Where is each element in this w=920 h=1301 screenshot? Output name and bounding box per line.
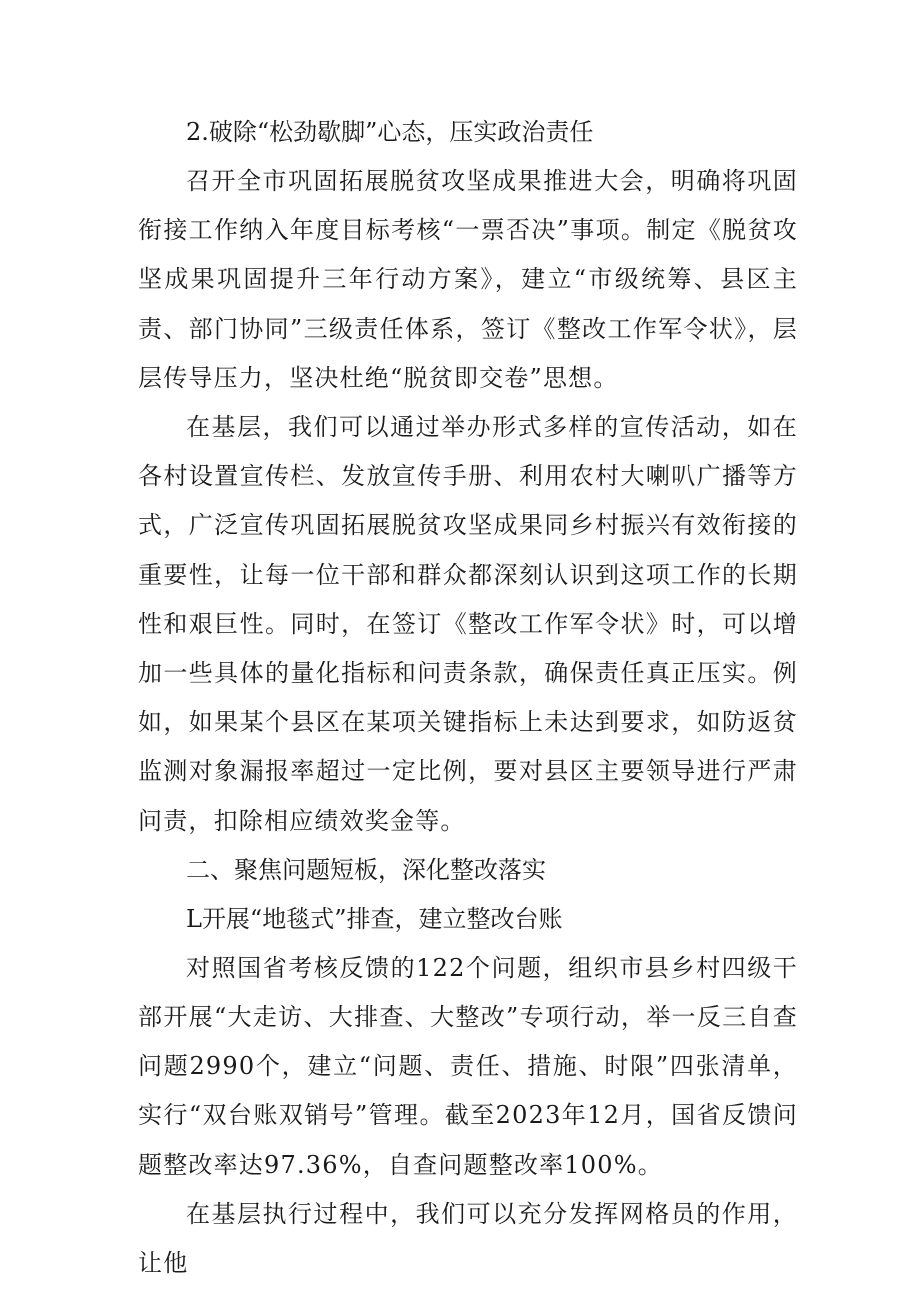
paragraph-grassroots-publicity: 在基层，我们可以通过举办形式多样的宣传活动，如在各村设置宣传栏、发放宣传手册、利用农村大喇叭广播等方式，广泛宣传巩固拓展脱贫攻坚成果同乡村振兴有效衔接的重要性，让每一位干部和群众都深刻认识到这项工作的长期性和艰巨性。同时，在签订《整改工作军令状》时，可以增加一些具体的量化指标和问责条款，确保责任真正压实。例如，如果某个县区在某项关键指标上未达到要求，如防返贫监测对象漏报率超过一定比例，要对县区主要领导进行严肃问责，扣除相应绩效奖金等。	[138, 413, 798, 835]
subsection-heading-carpet-inspection: L开展“地毯式”排查，建立整改台账	[186, 904, 563, 933]
paragraph-promotion-conference: 召开全市巩固拓展脱贫攻坚成果推进大会，明确将巩固衔接工作纳入年度目标考核“一票否决”事项。制定《脱贫攻坚成果巩固提升三年行动方案》，建立“市级统筹、县区主责、部门协同”三级责任体系，签订《整改工作军令状》，层层传导压力，坚决杜绝“脱贫即交卷”思想。	[138, 167, 798, 392]
paragraph-grid-workers: 在基层执行过程中，我们可以充分发挥网格员的作用，让他	[138, 1199, 798, 1278]
paragraph-rectification-statistics: 对照国省考核反馈的122个问题，组织市县乡村四级干部开展“大走访、大排查、大整改”专项行动，举一反三自查问题2990个，建立“问题、责任、措施、时限”四张清单，实行“双台账双销号”管理。截至2023年12月，国省反馈问题整改率达97.36%，自查问题整改率100%。	[138, 953, 798, 1179]
document-body	[138, 108, 798, 1288]
section-heading-break-slack-mindset: 2.破除“松劲歇脚”心态，压实政治责任	[186, 118, 594, 146]
section-heading-focus-problems: 二、聚焦问题短板，深化整改落实	[186, 855, 546, 884]
